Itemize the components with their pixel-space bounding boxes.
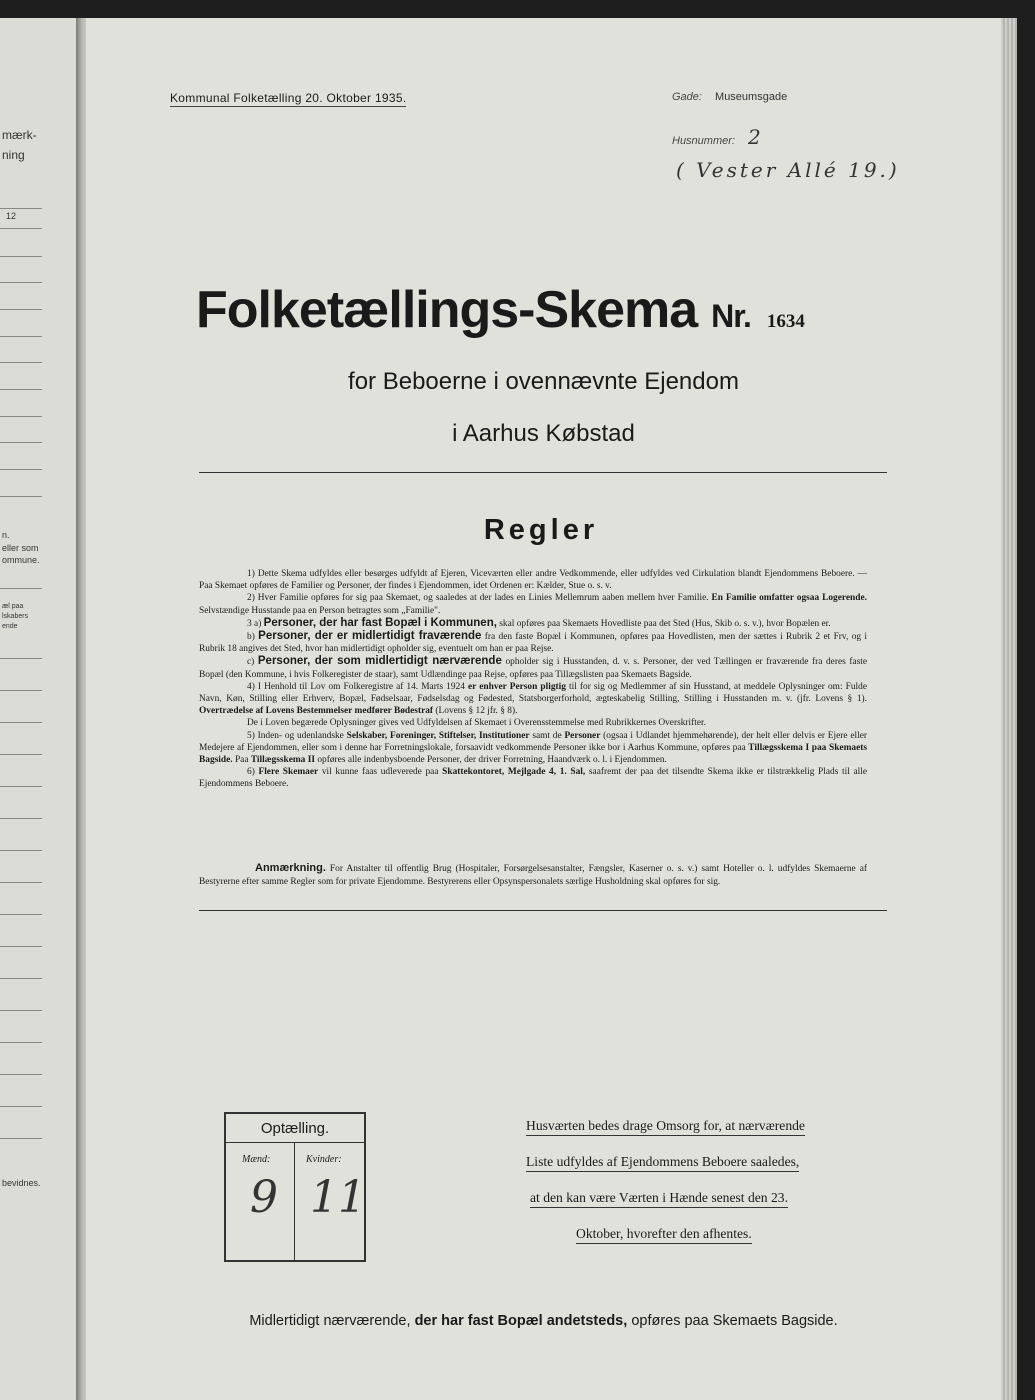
count-box bbox=[224, 1112, 366, 1262]
left-page-fragment bbox=[0, 18, 77, 1400]
rule-4-note: De i Loven begærede Oplysninger gives ved Udfyldelsen af Skemaet i Overensstemmelse med Rubrikkernes Overskrifter. bbox=[247, 718, 706, 729]
left-fragment: ende bbox=[2, 623, 18, 630]
form-number: 1634 bbox=[766, 311, 805, 332]
form-nr-label: Nr. bbox=[711, 298, 751, 334]
rules-text bbox=[199, 568, 867, 791]
left-rule bbox=[0, 588, 42, 589]
left-fragment: 12 bbox=[6, 211, 17, 221]
book-spine bbox=[76, 18, 86, 1400]
divider bbox=[199, 472, 887, 473]
left-rule bbox=[0, 256, 42, 257]
left-rule bbox=[0, 416, 42, 417]
left-rule bbox=[0, 818, 42, 819]
left-fragment: mærk- bbox=[2, 128, 37, 142]
rule-5: 5) Inden- og udenlandske Selskaber, Foreninger, Stiftelser, Institutioner samt de Personer (ogsaa i Udlandet hjemmehørende), der helt eller delvis er Ejere eller Medejere af Ejendommen, eller som i denne har Forretningslokale, forsaavidt vedkommende Personer ikke bor i Aarhus Kommune, opføres paa Tillægsskema I paa Skemaets Bagside. Paa Tillægsskema II opføres alle indenbysboende Personer, der driver Forretning, Haandværk o. l. i Ejendommen. bbox=[199, 730, 868, 766]
street-line bbox=[672, 91, 787, 103]
left-rule bbox=[0, 1138, 42, 1139]
left-rule bbox=[0, 228, 42, 229]
annotation-text: For Anstalter til offentlig Brug (Hospitaler, Forsørgelsesanstalter, Fængsler, Kaserner o. s. v.) samt Hoteller o. l. udfyldes Skemaerne af Bestyrerne efter samme Regler som for private Ejendomme. Bestyrerens eller Opsynspersonalets særlige Husholdning skal opføres for sig. bbox=[199, 864, 868, 887]
rule-3b: b) Personer, der er midlertidigt fraværende fra den faste Bopæl i Kommunen, opføres paa Hovedlisten, men der sættes i Rubrik 2 et Frv, og i Rubrik 18 angives det Sted, hvor han midlertidigt opholder sig, eventuelt om han er paa Rejse. bbox=[199, 630, 868, 655]
left-rule bbox=[0, 946, 42, 947]
left-rule bbox=[0, 722, 42, 723]
rule-6: 6) Flere Skemaer vil kunne faas udleverede paa Skattekontoret, Mejlgade 4, 1. Sal, saafremt der paa det tilsendte Skema ikke er tilstrækkelig Plads til alle Ejendommens Beboere. bbox=[199, 767, 868, 790]
left-rule bbox=[0, 469, 42, 470]
rule-3c: c) Personer, der som midlertidigt nærværende opholder sig i Husstanden, d. v. s. Personer, der ved Tællingen er fraværende fra deres faste Bopæl (den Kommune, i hvis Folkeregister de staar), samt Udlændinge paa Rejse, opføres paa Tillægslisten paa Skemaets Bagside. bbox=[199, 655, 868, 680]
left-fragment: lskabers bbox=[2, 613, 29, 620]
house-number-line bbox=[672, 125, 761, 149]
left-rule bbox=[0, 914, 42, 915]
left-fragment: bevidnes. bbox=[2, 1178, 41, 1188]
page-edges bbox=[1001, 18, 1017, 1400]
rules-heading: Regler bbox=[483, 514, 599, 546]
street-label: Gade: bbox=[672, 91, 702, 103]
left-rule bbox=[0, 442, 42, 443]
left-fragment: eller som bbox=[2, 543, 39, 553]
street-value: Museumsgade bbox=[715, 91, 788, 103]
left-fragment: æl paa bbox=[2, 603, 24, 610]
house-number-value: 2 bbox=[748, 125, 761, 149]
left-rule bbox=[0, 496, 42, 497]
left-rule bbox=[0, 336, 42, 337]
left-rule bbox=[0, 1010, 42, 1011]
left-rule bbox=[0, 754, 42, 755]
left-rule bbox=[0, 362, 42, 363]
count-box-divider bbox=[294, 1142, 295, 1260]
rule-3a: 3 a) Personer, der har fast Bopæl i Kommunen, skal opføres paa Skemaets Hovedliste paa det Sted (Hus, Skib o. s. v.), hvor Bopælen er. bbox=[247, 616, 831, 629]
left-rule bbox=[0, 850, 42, 851]
rule-4: 4) I Henhold til Lov om Folkeregistre af 14. Marts 1924 er enhver Person pligtig til for sig og Medlemmer af sin Husstand, at meddele Oplysninger om: Fulde Navn, Køn, Stilling eller Erhverv, Bopæl, Fødselsaar, Fødselsdag og Fødested, Statsborgerforhold, ægteskabelig Stilling, Stilling i Husstanden m. v. (jfr. Lovens § 1). Overtrædelse af Lovens Bestemmelser medfører Bødestraf (Lovens § 12 jfr. § 8). bbox=[199, 681, 868, 717]
left-rule bbox=[0, 309, 42, 310]
rule-2: 2) Hver Familie opføres for sig paa Skemaet, og saaledes at der lades en Linies Mellemrum aaben mellem hver Familie. En Familie omfatter ogsaa Logerende. Selvstændige Husstande paa en Person betragtes som „Familie". bbox=[199, 593, 867, 616]
census-form-page bbox=[86, 18, 1001, 1400]
divider bbox=[199, 910, 887, 911]
left-rule bbox=[0, 389, 42, 390]
rule-1: 1) Dette Skema udfyldes eller besørges udfyldt af Ejeren, Viceværten eller andre Vedkommende, eller udfyldes ved Cirkulation blandt Ejendommens Beboere. — Paa Skemaet opføres de Familier og Personer, der findes i Ejendommen, idet Ordenen er: Kælder, Stue o. s. v. bbox=[199, 569, 867, 592]
host-notice-line: Oktober, hvorefter den afhentes. bbox=[576, 1226, 752, 1244]
left-rule bbox=[0, 1042, 42, 1043]
footer-text: opføres paa Skemaets Bagside. bbox=[631, 1313, 838, 1329]
left-fragment: n. bbox=[2, 530, 10, 540]
footer-bold-text: der har fast Bopæl andetsteds, bbox=[414, 1313, 628, 1329]
street-note-handwritten: ( Vester Allé 19.) bbox=[676, 158, 900, 182]
host-notice-line: Husværten bedes drage Omsorg for, at nærværende bbox=[526, 1118, 805, 1136]
form-title bbox=[196, 280, 956, 340]
left-fragment: ommune. bbox=[2, 555, 40, 565]
form-subtitle: for Beboerne i ovennævnte Ejendom bbox=[348, 368, 739, 395]
left-rule bbox=[0, 1106, 42, 1107]
left-rule bbox=[0, 690, 42, 691]
annotation-note bbox=[199, 862, 867, 888]
host-notice-line: Liste udfyldes af Ejendommens Beboere saaledes, bbox=[526, 1154, 799, 1172]
footer-text: Midlertidigt nærværende, bbox=[249, 1313, 411, 1329]
form-city: i Aarhus Købstad bbox=[452, 420, 635, 447]
count-box-separator bbox=[226, 1142, 364, 1143]
men-label: Mænd: bbox=[242, 1154, 271, 1165]
left-rule bbox=[0, 658, 42, 659]
left-rule bbox=[0, 978, 42, 979]
women-count: 11 bbox=[310, 1172, 366, 1223]
left-rule bbox=[0, 882, 42, 883]
left-fragment: ning bbox=[2, 148, 25, 162]
annotation-label: Anmærkning. bbox=[255, 862, 326, 874]
left-rule bbox=[0, 786, 42, 787]
women-label: Kvinder: bbox=[306, 1154, 342, 1165]
house-number-label: Husnummer: bbox=[672, 135, 735, 147]
form-title-main: Folketællings-Skema bbox=[196, 281, 698, 339]
census-title: Kommunal Folketælling 20. Oktober 1935. bbox=[170, 91, 407, 105]
count-box-title: Optælling. bbox=[260, 1120, 330, 1137]
host-notice-line: at den kan være Værten i Hænde senest den 23. bbox=[530, 1190, 788, 1208]
left-rule bbox=[0, 282, 42, 283]
men-count: 9 bbox=[250, 1172, 278, 1223]
left-rule bbox=[0, 208, 42, 209]
left-rule bbox=[0, 1074, 42, 1075]
footer-note bbox=[86, 1313, 1001, 1329]
